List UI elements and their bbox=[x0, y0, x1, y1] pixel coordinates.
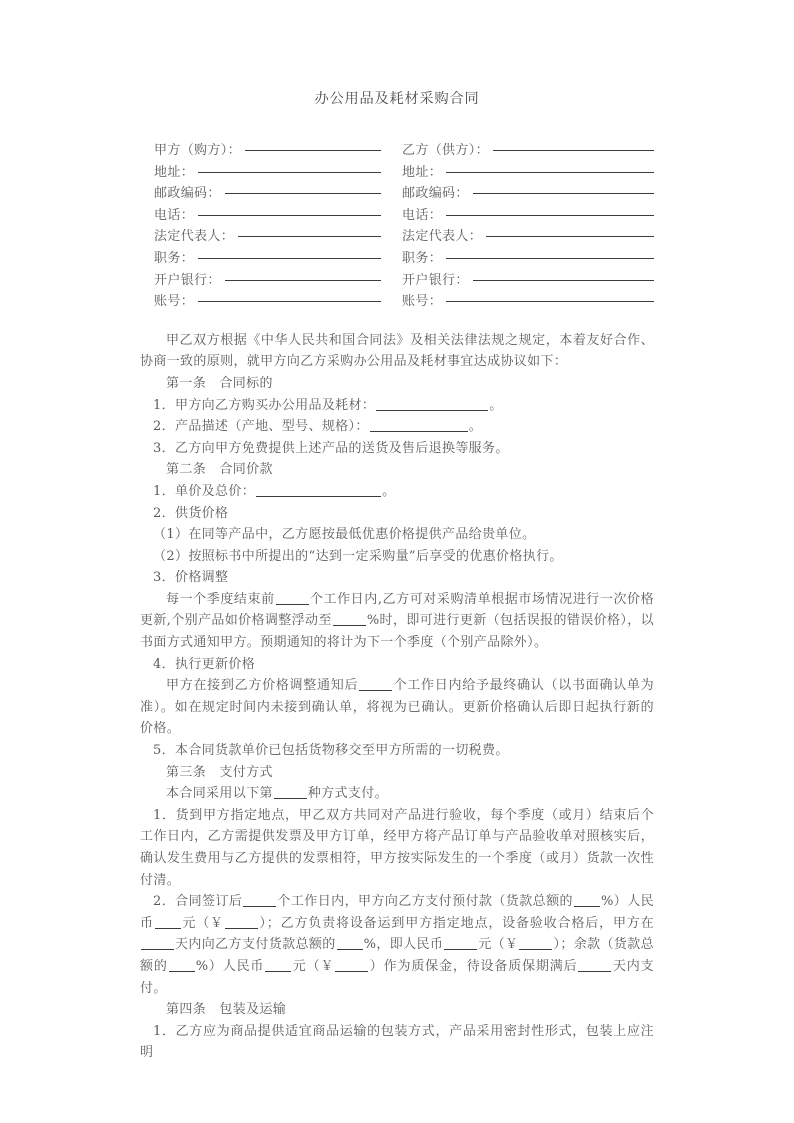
fill-in-blank-goods[interactable] bbox=[376, 398, 488, 411]
clause-text: 元（￥ bbox=[292, 958, 335, 974]
field-blank-line[interactable] bbox=[238, 236, 381, 237]
fill-in-blank-prepay-working-days[interactable] bbox=[243, 894, 276, 907]
article-1-heading: 第一条 合同标的 bbox=[166, 375, 273, 391]
preamble-paragraph: 甲乙双方根据《中华人民共和国合同法》及相关法律法规之规定，本着友好合作、协商一致的原则，就甲方向乙方采购办公用品及耗材事宜达成协议如下： bbox=[140, 332, 654, 370]
clause-text: 每一个季度结束前 bbox=[166, 591, 275, 607]
field-blank-line[interactable] bbox=[446, 172, 654, 173]
clause-text: 种方式支付。 bbox=[307, 786, 388, 802]
article-2-item-4: 4．执行更新价格 bbox=[153, 656, 256, 672]
field-party-b-name bbox=[402, 140, 654, 162]
document-body bbox=[140, 86, 654, 1064]
clause-text: 元（￥ bbox=[181, 915, 224, 931]
field-party-b-phone bbox=[402, 205, 654, 227]
field-blank-line[interactable] bbox=[493, 150, 654, 151]
article-2-item-2-sub-1: （1）在同等产品中，乙方愿按最低优惠价格提供产品给贵单位。 bbox=[153, 527, 536, 543]
field-label: 邮政编码： bbox=[154, 186, 221, 202]
article-3-intro bbox=[140, 783, 654, 805]
clause-text: 本合同采用以下第 bbox=[166, 786, 273, 802]
fill-in-blank-unit-total-price[interactable] bbox=[256, 484, 381, 497]
article-2-item-5: 5．本合同货款单价已包括货物移交至甲方所需的一切税费。 bbox=[153, 743, 509, 759]
article-3-item-1: 1．货到甲方指定地点，甲乙双方共同对产品进行验收，每个季度（或月）结束后个工作日内，乙方需提供发票及甲方订单，经甲方将产品订单与产品验收单对照核实后，确认发生费用与乙方提供的发票相符，甲方按实际发生的一个季度（或月）货款一次性付清。 bbox=[140, 807, 654, 888]
field-party-b-bank bbox=[402, 270, 654, 292]
clause-text: 天内向乙方支付货款总额的 bbox=[175, 937, 336, 953]
fill-in-blank-balance-amount-rmb[interactable] bbox=[265, 959, 291, 972]
field-party-b-address bbox=[402, 162, 654, 184]
article-2-item-3-paragraph bbox=[140, 589, 654, 654]
fill-in-blank-prepay-amount-rmb[interactable] bbox=[155, 916, 181, 929]
fill-in-blank-product-description[interactable] bbox=[370, 419, 468, 432]
clause-text: %）人民币 bbox=[140, 894, 654, 931]
article-2-item-1 bbox=[140, 481, 654, 503]
clause-text: %时，即可进行更新（包括误报的错误价格），以书面方式通知甲方。预期通知的将计为下一个季度（个别产品除外）。 bbox=[140, 613, 654, 651]
clause-text: %）人民币 bbox=[195, 958, 265, 974]
fill-in-blank-delivery-days[interactable] bbox=[141, 937, 174, 950]
article-3-item-2 bbox=[140, 891, 654, 999]
field-blank-line[interactable] bbox=[198, 301, 381, 302]
fill-in-blank-working-days-quarter[interactable] bbox=[276, 592, 309, 605]
article-1-item-3: 3．乙方向甲方免费提供上述产品的送货及售后退换等服务。 bbox=[153, 440, 509, 456]
field-blank-line[interactable] bbox=[486, 236, 654, 237]
clause-text: 个工作日内，甲方向乙方支付预付款（货款总额的 bbox=[277, 894, 573, 910]
clause-text-tail: 。 bbox=[382, 483, 396, 499]
field-label: 电话： bbox=[154, 207, 195, 223]
fill-in-blank-price-float-percent[interactable] bbox=[333, 613, 366, 626]
field-label: 职务： bbox=[154, 250, 195, 266]
field-label: 职务： bbox=[402, 250, 443, 266]
field-label: 法定代表人： bbox=[154, 229, 235, 245]
clause-text: 元（￥ bbox=[478, 937, 519, 953]
field-party-a-bank bbox=[154, 270, 381, 292]
field-party-a-postcode bbox=[154, 183, 381, 205]
clause-text: 甲方在接到乙方价格调整通知后 bbox=[166, 678, 359, 694]
clause-text: 个工作日内,乙方可对采购清单根据市场情况进行一次价格更新,个别产品如价格调整浮动至 bbox=[140, 591, 654, 629]
fill-in-blank-balance-percent[interactable] bbox=[169, 959, 195, 972]
field-party-b-account bbox=[402, 291, 654, 313]
clause-text: 天内支付。 bbox=[140, 958, 654, 996]
fill-in-blank-confirm-working-days[interactable] bbox=[359, 678, 392, 691]
field-party-a-address bbox=[154, 162, 381, 184]
field-label: 法定代表人： bbox=[402, 229, 483, 245]
fill-in-blank-warranty-payment-days[interactable] bbox=[578, 959, 611, 972]
clause-text: ）作为质保金，待设备质保期满后 bbox=[369, 958, 578, 974]
article-1-item-2 bbox=[140, 416, 654, 438]
fill-in-blank-prepay-amount-yuan[interactable] bbox=[225, 916, 258, 929]
field-party-a-legal-representative bbox=[154, 226, 381, 248]
article-2-heading: 第二条 合同价款 bbox=[166, 462, 273, 478]
clause-text: 1．单价及总价： bbox=[153, 483, 256, 499]
field-blank-line[interactable] bbox=[446, 301, 654, 302]
party-b-column bbox=[397, 140, 654, 313]
article-2-item-2: 2．供货价格 bbox=[153, 505, 229, 521]
clause-text-tail: 。 bbox=[489, 397, 503, 413]
fill-in-blank-prepay-percent[interactable] bbox=[574, 894, 600, 907]
field-label: 邮政编码： bbox=[402, 186, 469, 202]
article-2-item-4-paragraph bbox=[140, 675, 654, 740]
clause-text-tail: 。 bbox=[468, 419, 483, 435]
clause-text: 2．产品描述（产地、型号、规格）： bbox=[153, 419, 369, 435]
fill-in-blank-second-percent[interactable] bbox=[337, 937, 363, 950]
field-blank-line[interactable] bbox=[473, 280, 654, 281]
field-blank-line[interactable] bbox=[225, 280, 381, 281]
field-blank-line[interactable] bbox=[245, 150, 381, 151]
field-label: 电话： bbox=[402, 207, 443, 223]
field-label: 甲方（购方）： bbox=[154, 143, 241, 158]
article-4-item-1: 1．乙方应为商品提供适宜商品运输的包装方式，产品采用密封性形式，包装上应注明 bbox=[140, 1023, 654, 1061]
field-blank-line[interactable] bbox=[446, 215, 654, 216]
article-3-heading: 第三条 支付方式 bbox=[166, 764, 273, 780]
page-title: 办公用品及耗材采购合同 bbox=[314, 91, 480, 107]
fill-in-blank-second-amount-rmb[interactable] bbox=[444, 937, 477, 950]
clause-text: %，即人民币 bbox=[363, 937, 444, 953]
field-label: 乙方（供方）： bbox=[402, 143, 489, 158]
field-party-a-account bbox=[154, 291, 381, 313]
clause-text: ）；余款（货款总额的 bbox=[140, 937, 654, 974]
field-label: 地址： bbox=[154, 164, 195, 180]
field-label: 账号： bbox=[154, 294, 195, 310]
clause-text: 个工作日内给予最终确认（以书面确认单为准）。如在规定时间内未接到确认单，将视为已确认。更新价格确认后即日起执行新的价格。 bbox=[140, 678, 654, 737]
clause-text: 2．合同签订后 bbox=[153, 894, 243, 910]
fill-in-blank-payment-method-number[interactable] bbox=[274, 786, 307, 799]
fill-in-blank-balance-amount-yuan[interactable] bbox=[335, 959, 368, 972]
field-blank-line[interactable] bbox=[198, 258, 381, 259]
article-2-item-3: 3．价格调整 bbox=[153, 570, 229, 586]
clause-text: 1．甲方向乙方购买办公用品及耗材： bbox=[153, 397, 376, 413]
field-blank-line[interactable] bbox=[446, 258, 654, 259]
field-party-a-position bbox=[154, 248, 381, 270]
field-label: 地址： bbox=[402, 164, 443, 180]
field-party-a-name bbox=[154, 140, 381, 162]
article-2-item-2-sub-2: （2）按照标书中所提出的“达到一定采购量”后享受的优惠价格执行。 bbox=[153, 548, 563, 564]
field-label: 开户银行： bbox=[154, 272, 221, 288]
field-party-a-phone bbox=[154, 205, 381, 227]
clause-text: ）；乙方负责将设备运到甲方指定地点，设备验收合格后，甲方在 bbox=[258, 915, 654, 931]
party-information-block bbox=[140, 140, 654, 313]
field-label: 账号： bbox=[402, 294, 443, 310]
article-4-heading: 第四条 包装及运输 bbox=[166, 1002, 287, 1018]
field-blank-line[interactable] bbox=[198, 172, 381, 173]
article-1-item-1 bbox=[140, 395, 654, 417]
field-party-b-position bbox=[402, 248, 654, 270]
field-party-b-legal-representative bbox=[402, 226, 654, 248]
field-blank-line[interactable] bbox=[473, 193, 654, 194]
party-a-column bbox=[140, 140, 397, 313]
field-label: 开户银行： bbox=[402, 272, 469, 288]
field-blank-line[interactable] bbox=[198, 215, 381, 216]
field-party-b-postcode bbox=[402, 183, 654, 205]
fill-in-blank-second-amount-yuan[interactable] bbox=[519, 937, 552, 950]
field-blank-line[interactable] bbox=[225, 193, 381, 194]
